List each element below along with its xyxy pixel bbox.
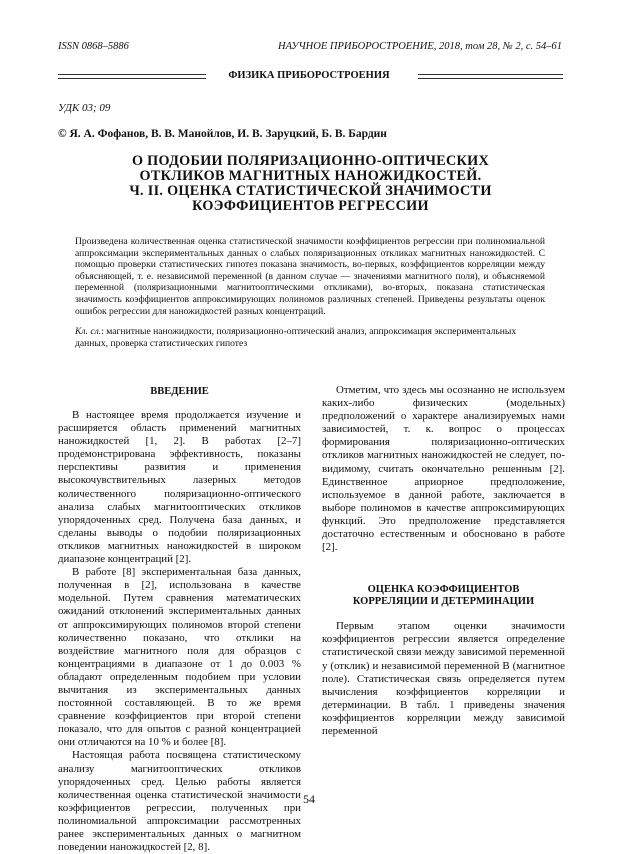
authors: © Я. А. Фофанов, В. В. Манойлов, И. В. Заруцкий, Б. В. Бардин [58,128,387,140]
title-line: ОТКЛИКОВ МАГНИТНЫХ НАНОЖИДКОСТЕЙ. [139,168,482,184]
issn: ISSN 0868–5886 [58,41,129,52]
keywords-text: : магнитные наножидкости, поляризационно-оптический анализ, аппроксимация экспериментальных данных, проверка статистических гипотез [75,326,517,349]
abstract: Произведена количественная оценка статистической значимости коэффициентов регрессии при полиномиальной аппроксимации экспериментальных данных о слабых поляризационных откликах магнитных наножидкостей. С помощью проверки статистических гипотез показана значимость, во-первых, коэффициентов корреляции между объясняющей, т. е. независимой переменной (в данном случае — значениями магнитного поля), и объясняемой переменной (поляризационными магнитооптическими откликами), во-вторых, показана статистическая значимость коэффициентов аппроксимирующих полиномов различных степеней. Приведены результаты оценок ошибок регрессии для наножидкостей разных концентраций. [75,236,545,317]
section2-heading: ОЦЕНКА КОЭФФИЦИЕНТОВ КОРРЕЛЯЦИИ И ДЕТЕРМИНАЦИИ [352,584,535,608]
udk: УДК 03; 09 [58,102,111,114]
title-line: О ПОДОБИИ ПОЛЯРИЗАЦИОННО-ОПТИЧЕСКИХ [131,153,490,169]
paper-title [58,154,563,214]
intro-heading: ВВЕДЕНИЕ [150,386,209,397]
paragraph: В работе [8] экспериментальная база данных, полученная в [2], использована в качестве модельной. Путем сравнения математических ожиданий отклонений экспериментальных данных от аппроксимирующих полиномов второй степени количественно показано, что отклики на воздействие магнитного поля для образцов с концентрациями в диапазоне от 1 до 0.003 % обладают определенным подобием при условии вычитания из экспериментальных данных постоянной составляющей. В то же время сравнение коэффициентов при второй степени показало, что для опытов с разной концентрацией они отличаются на 10 % и более [8]. [58,566,301,749]
page-number: 54 [303,792,315,806]
title-line: КОЭФФИЦИЕНТОВ РЕГРЕССИИ [192,198,429,214]
keywords-label: Кл. сл. [75,326,102,337]
title-line: Ч. II. ОЦЕНКА СТАТИСТИЧЕСКОЙ ЗНАЧИМОСТИ [129,183,492,199]
right-column [322,384,565,738]
section-heading: ФИЗИКА ПРИБОРОСТРОЕНИЯ [228,70,390,81]
paragraph: Отметим, что здесь мы осознанно не используем каких-либо физических (модельных) предположений о характере анализируемых нами зависимостей, т. к. вопрос о процессах формирования поляризационно-оптических откликов магнитных наножидкостей не следует, по-видимому, считать окончательно решенным [2]. Единственное априорное предположение, используемое в данной работе, заключается в выборе полиномов в качестве аппроксимирующих функций. Это предположение представляется достаточно естественным и обосновано в работе [2]. [322,384,565,554]
paragraph: В настоящее время продолжается изучение и расширяется область применений магнитных наножидкостей [1, 2]. В работах [2–7] продемонстрирована эффективность, показаны перспективы развития и применения высокочувствительных лазерных методов количественного поляризационно-оптического анализа слабых магнитооптических откликов упорядоченных сред. Получена база данных, и сделаны выводы о подобии поляризационных откликов магнитных наножидкостей в широком диапазоне концентраций [2]. [58,409,301,566]
keywords [75,326,545,349]
paragraph: Первым этапом оценки значимости коэффициентов регрессии является определение статистической связи между зависимой переменной y (отклик) и независимой переменной B (магнитное поле). Статистическая связь определяется путем вычисления коэффициентов корреляции и детерминации. В табл. 1 приведены значения коэффициентов корреляции между зависимой переменной [322,620,565,737]
left-column [58,386,301,854]
journal-citation: НАУЧНОЕ ПРИБОРОСТРОЕНИЕ, 2018, том 28, № 2, с. 54–61 [278,41,562,52]
paragraph: Настоящая работа посвящена статистическому анализу магнитооптических откликов упорядоченных сред. Целью работы является количественная оценка статистической значимости коэффициентов регрессии, полученных при полиномиальной аппроксимации рассмотренных ранее экспериментальных данных о магнитном поведении наножидкостей [2, 8]. [58,749,301,854]
